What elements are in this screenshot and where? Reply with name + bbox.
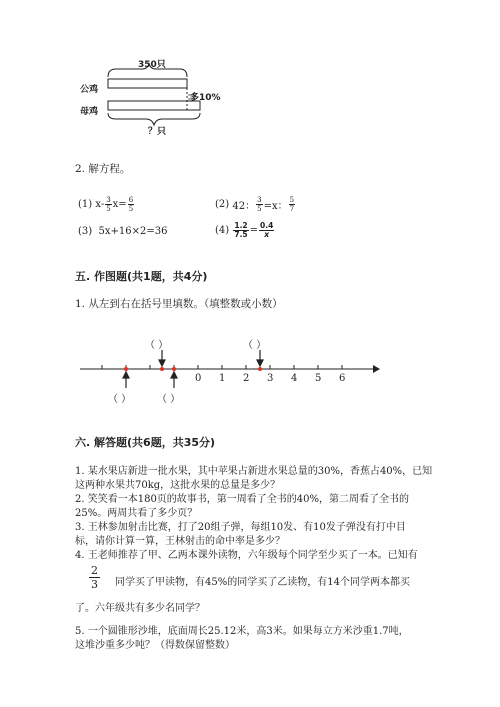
ticks bbox=[102, 365, 342, 369]
unknown-label: ？只 bbox=[148, 127, 167, 137]
more-label: 多10% bbox=[190, 93, 221, 103]
q2-title: 2. 解方程。 bbox=[75, 163, 131, 175]
eq4-fraction-1: $\frac{1.2}{7.5}$ bbox=[234, 221, 248, 239]
eq1-number: (1) bbox=[78, 199, 93, 210]
eq3-text: 5x+16×2=36 bbox=[98, 226, 168, 237]
eq4-equals: = bbox=[249, 225, 259, 236]
point-b bbox=[160, 367, 164, 371]
problem-3-line-2: 标，请你计算一算，王林射击的命中率是多少？ bbox=[75, 536, 285, 547]
problem-5-line-2: 这堆沙重多少吨？（得数保留整数） bbox=[75, 640, 235, 651]
number-label-3: 3 bbox=[267, 373, 274, 384]
number-line-arrowhead bbox=[373, 365, 380, 373]
eq4-number: (4) bbox=[215, 225, 230, 236]
number-label-2: 2 bbox=[243, 373, 250, 384]
number-label-4: 4 bbox=[291, 373, 298, 384]
eq2-number: (2) bbox=[215, 199, 230, 210]
hen-label: 母鸡 bbox=[80, 107, 99, 117]
point-a bbox=[124, 367, 128, 371]
answer-paren-bottom-1: （ ） bbox=[108, 394, 132, 405]
number-label-5: 5 bbox=[315, 373, 322, 384]
number-label-0: 0 bbox=[195, 373, 202, 384]
answer-paren-top-2: （ ） bbox=[243, 340, 267, 351]
problem-2-line-2: 25%。两周共看了多少页？ bbox=[75, 508, 198, 519]
section6-heading: 六. 解答题(共6题，共35分) bbox=[75, 436, 216, 449]
arrow-down-1 bbox=[159, 350, 165, 366]
arrow-up-2 bbox=[171, 372, 177, 388]
rooster-bar bbox=[108, 79, 187, 88]
section5-q1: 1. 从左到右在括号里填数。（填整数或小数） bbox=[75, 298, 283, 310]
problem-4-line-3: 了。六年级共有多少名同学？ bbox=[75, 603, 205, 614]
section5-heading: 五. 作图题(共1题，共4分) bbox=[75, 270, 208, 283]
eq1-fraction-2: $\frac{6}{5}$ bbox=[128, 196, 134, 213]
problem-1-line-1: 1. 某水果店新进一批水果，其中苹果占新进水果总量的30%，香蕉占40%，已知 bbox=[75, 466, 433, 477]
number-label-1: 1 bbox=[219, 373, 226, 384]
eq2-prefix: 42： bbox=[232, 201, 256, 212]
eq2-fraction-1: $\frac{3}{5}$ bbox=[257, 196, 262, 213]
problem-1-line-2: 这两种水果共70kg，这批水果的总量是多少？ bbox=[75, 480, 281, 491]
segment-diagram bbox=[70, 55, 270, 145]
number-label-6: 6 bbox=[339, 373, 346, 384]
eq4-fraction-2: $\frac{0.4}{x}$ bbox=[260, 221, 274, 239]
point-c bbox=[172, 367, 176, 371]
problem-4-line-2: 同学买了甲读物，有45%的同学买了乙读物，有14个同学两本都买 bbox=[115, 577, 410, 588]
eq2-mid: =x： bbox=[263, 201, 288, 212]
eq1-mid: x= bbox=[112, 199, 127, 210]
rooster-label: 公鸡 bbox=[80, 85, 99, 95]
problem-4-line-1: 4. 王老师推荐了甲、乙两本课外读物，六年级每个同学至少买了一本。已知有 bbox=[75, 550, 418, 561]
eq2-fraction-2: $\frac{5}{7}$ bbox=[289, 196, 295, 213]
problem-3-line-1: 3. 王林参加射击比赛，打了20组子弹，每组10发、有10发子弹没有打中目 bbox=[75, 522, 406, 533]
equation-4 bbox=[215, 222, 275, 239]
point-d bbox=[258, 367, 262, 371]
equation-2 bbox=[215, 196, 296, 213]
answer-paren-top-1: （ ） bbox=[145, 340, 169, 351]
total-label: 350只 bbox=[138, 60, 166, 70]
problem-2-line-1: 2. 笑笑看一本180页的故事书，第一周看了全书的40%，第二周看了全书的 bbox=[75, 494, 410, 505]
equation-1 bbox=[78, 196, 135, 213]
eq1-fraction-1: $\frac{3}{5}$ bbox=[106, 196, 111, 213]
problem-4-fraction: 2 3 bbox=[91, 564, 98, 591]
eq3-number: (3) bbox=[78, 226, 93, 237]
answer-paren-bottom-2: （ ） bbox=[157, 394, 181, 405]
arrow-up-1 bbox=[123, 372, 129, 388]
problem-5-line-1: 5. 一个圆锥形沙堆，底面周长25.12米，高3米。如果每立方米沙重1.7吨， bbox=[75, 626, 409, 637]
hen-bar bbox=[108, 101, 200, 110]
eq1-prefix: x- bbox=[95, 199, 105, 210]
equation-3 bbox=[78, 226, 167, 237]
arrow-down-2 bbox=[257, 350, 263, 366]
